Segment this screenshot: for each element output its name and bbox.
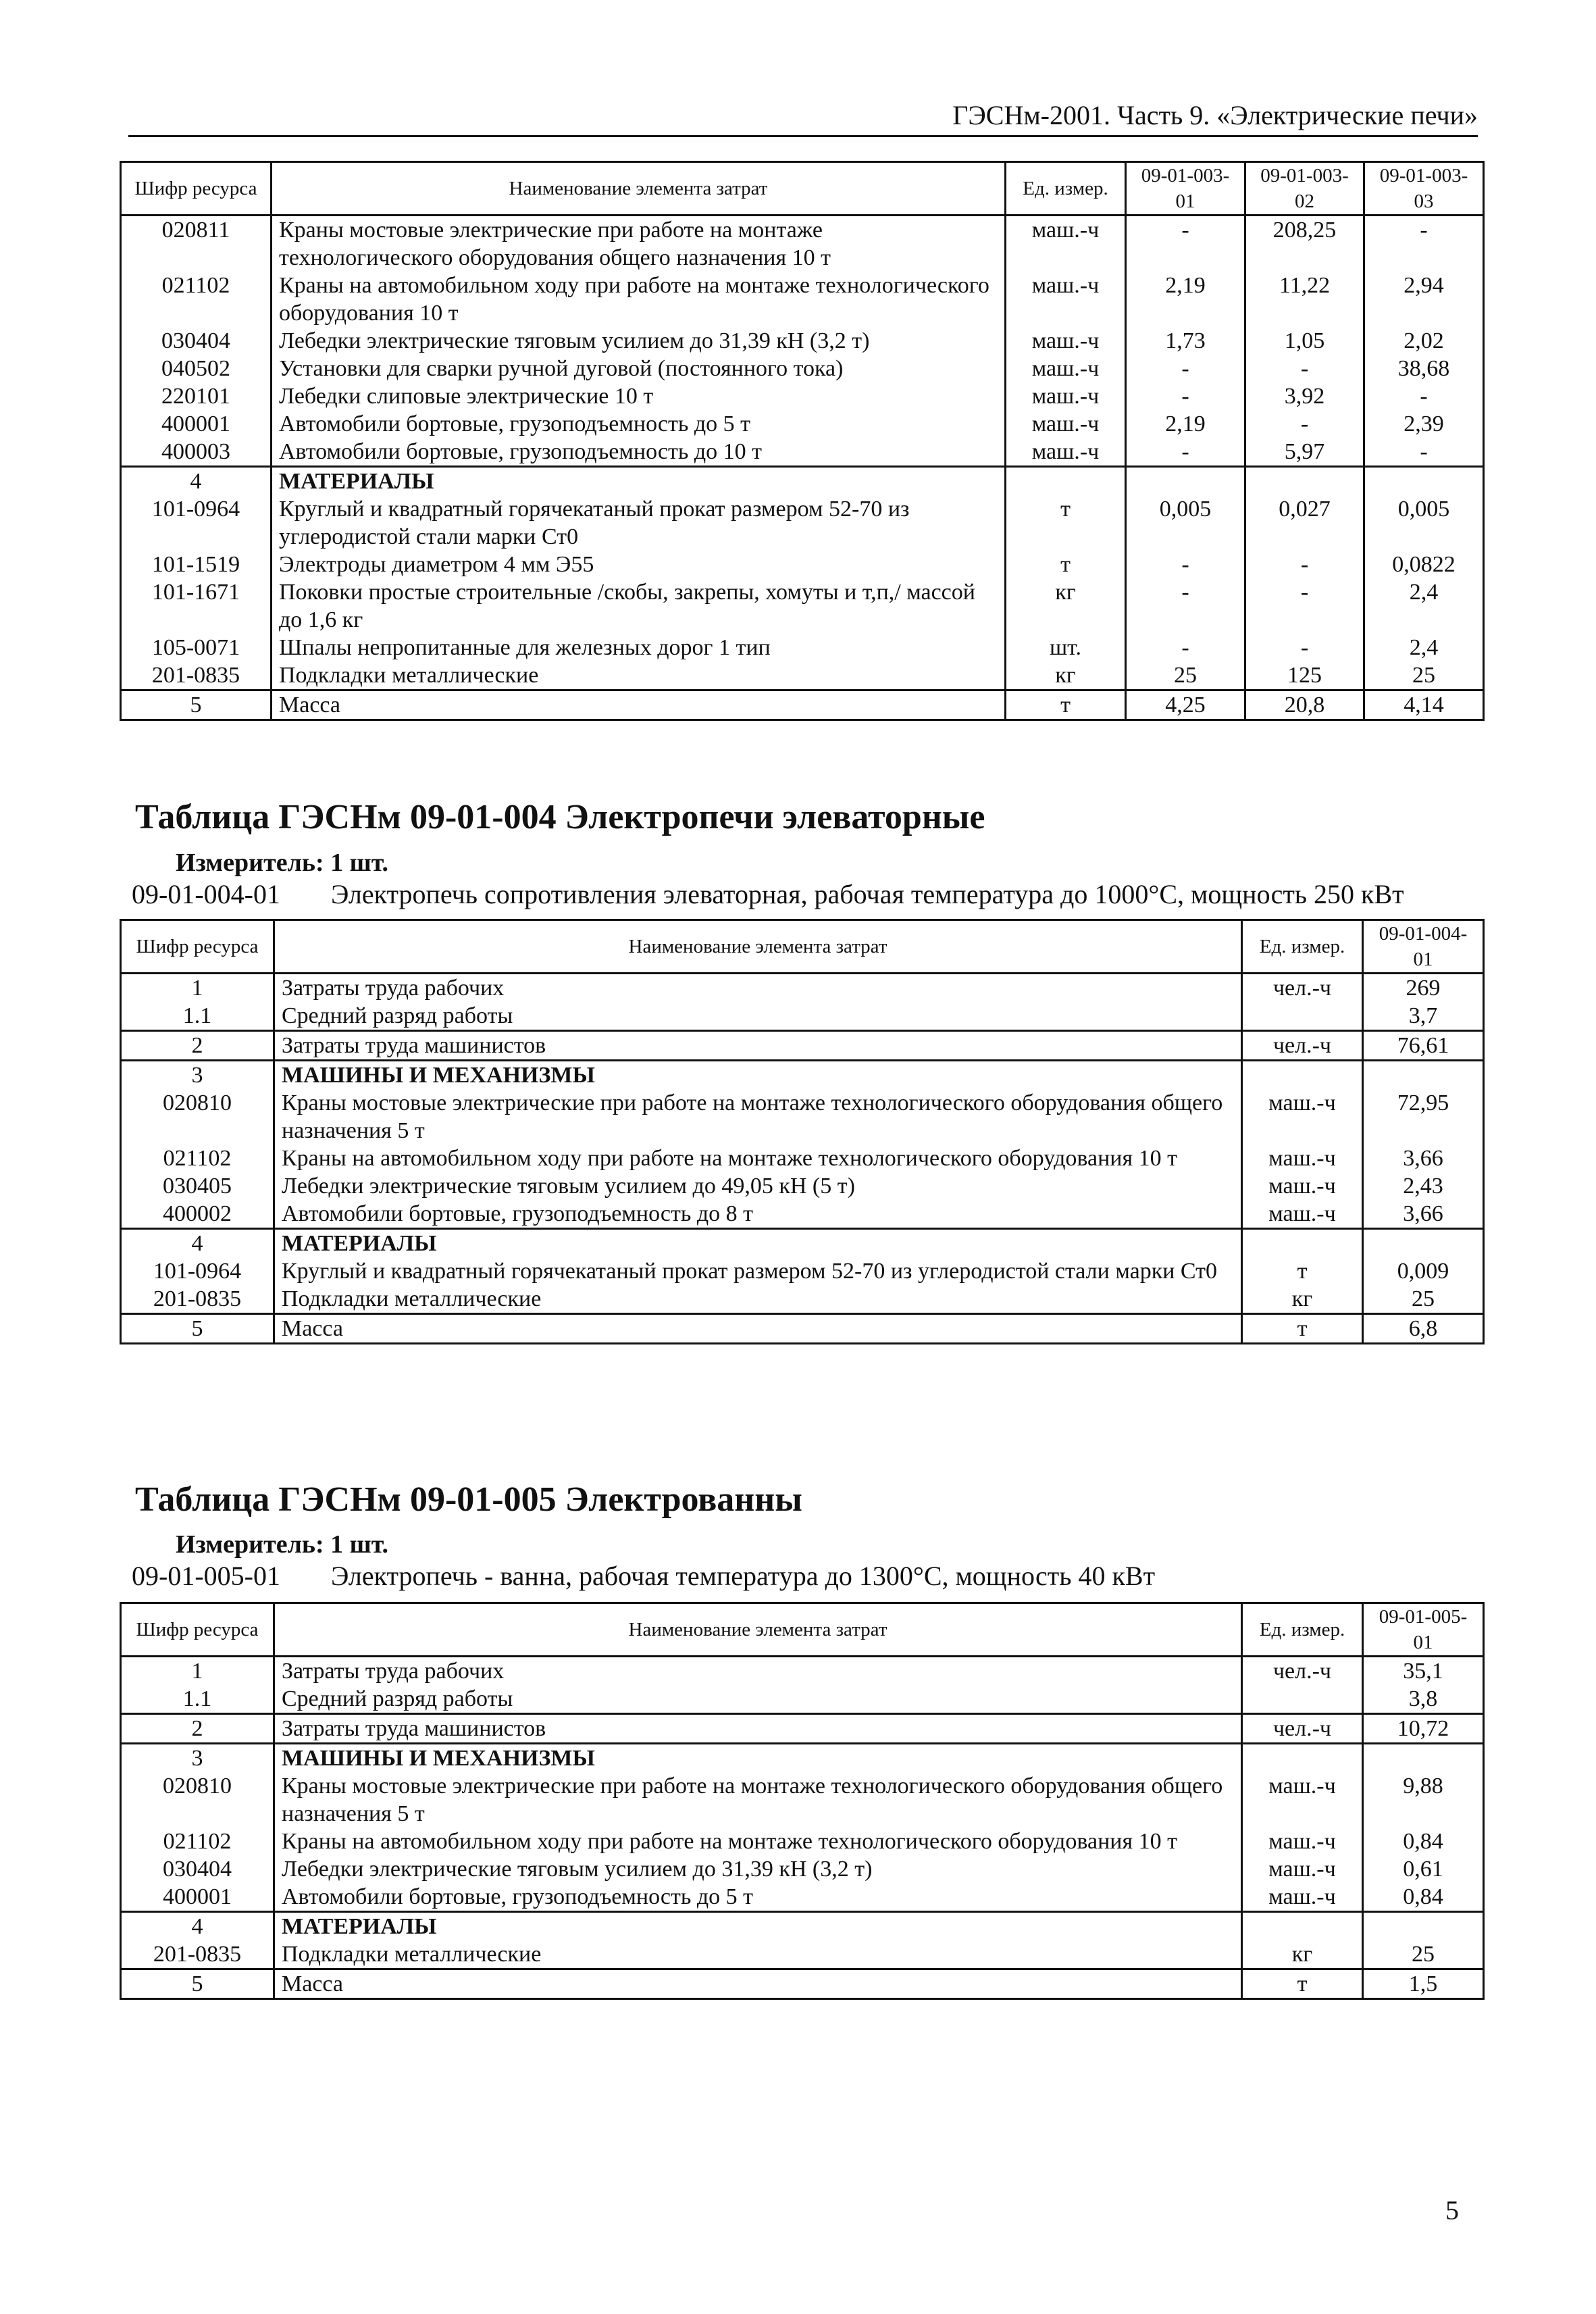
cell-name: Масса bbox=[272, 690, 1006, 720]
cell-unit bbox=[1242, 1685, 1363, 1714]
cell-value-1: - bbox=[1126, 382, 1245, 410]
cell-unit: т bbox=[1006, 495, 1126, 551]
cell-code: 400002 bbox=[121, 1200, 274, 1229]
cell-value-3: 2,39 bbox=[1364, 410, 1484, 438]
cell-code: 4 bbox=[121, 467, 272, 496]
cell-value-1: 0,84 bbox=[1363, 1883, 1484, 1912]
cell-name: Автомобили бортовые, грузоподъемность до 10 т bbox=[272, 438, 1006, 467]
header-name: Наименование элемента затрат bbox=[272, 162, 1006, 216]
cell-value-1 bbox=[1363, 1744, 1484, 1773]
cell-value-1: 76,61 bbox=[1363, 1031, 1484, 1061]
cell-value-1 bbox=[1363, 1912, 1484, 1941]
table-row bbox=[121, 661, 1484, 690]
table-row bbox=[121, 1940, 1484, 1969]
cell-code: 030404 bbox=[121, 327, 272, 355]
cell-name: Подкладки металлические bbox=[274, 1285, 1242, 1314]
cost-table-09-01-003 bbox=[120, 161, 1485, 721]
cell-name: Краны мостовые электрические при работе на монтаже технологического оборудования общего назначения 5 т bbox=[274, 1772, 1242, 1828]
cell-unit: маш.-ч bbox=[1006, 355, 1126, 382]
cell-name: Автомобили бортовые, грузоподъемность до 8 т bbox=[274, 1200, 1242, 1229]
cell-code: 201-0835 bbox=[121, 1285, 274, 1314]
table-row bbox=[121, 327, 1484, 355]
cell-value-3: 38,68 bbox=[1364, 355, 1484, 382]
cell-value-1: 1,5 bbox=[1363, 1969, 1484, 1999]
cell-value-2: 11,22 bbox=[1245, 272, 1364, 327]
cell-value-1 bbox=[1363, 1061, 1484, 1090]
cell-unit bbox=[1242, 1061, 1363, 1090]
cell-value-1: 25 bbox=[1363, 1940, 1484, 1969]
cell-name: МАШИНЫ И МЕХАНИЗМЫ bbox=[274, 1061, 1242, 1090]
cell-value-3: 2,94 bbox=[1364, 272, 1484, 327]
cell-value-1: 25 bbox=[1126, 661, 1245, 690]
table-row bbox=[121, 272, 1484, 327]
table-row bbox=[121, 1969, 1484, 1999]
cell-unit: маш.-ч bbox=[1242, 1828, 1363, 1855]
cell-name: Краны на автомобильном ходу при работе на монтаже технологического оборудования 10 т bbox=[274, 1828, 1242, 1855]
header-col-2: 09-01-003-02 bbox=[1245, 162, 1364, 216]
cell-value-2: - bbox=[1245, 634, 1364, 661]
cell-code: 201-0835 bbox=[121, 661, 272, 690]
cell-value-1: - bbox=[1126, 438, 1245, 467]
table-row bbox=[121, 1314, 1484, 1344]
cell-name: Затраты труда машинистов bbox=[274, 1714, 1242, 1744]
cell-value-1: 0,61 bbox=[1363, 1855, 1484, 1883]
running-head: ГЭСНм-2001. Часть 9. «Электрические печи» bbox=[128, 96, 1478, 137]
cell-value-3: - bbox=[1364, 216, 1484, 272]
header-col-1: 09-01-003-01 bbox=[1126, 162, 1245, 216]
cell-value-3: 25 bbox=[1364, 661, 1484, 690]
cell-unit bbox=[1242, 1912, 1363, 1941]
table-row bbox=[121, 578, 1484, 634]
cell-code: 2 bbox=[121, 1714, 274, 1744]
table-row bbox=[121, 1828, 1484, 1855]
unit-line-09-01-005: Измеритель: 1 шт. bbox=[176, 1530, 389, 1559]
cell-name: Лебедки электрические тяговым усилием до 31,39 кН (3,2 т) bbox=[274, 1855, 1242, 1883]
cell-value-3: - bbox=[1364, 382, 1484, 410]
table-row bbox=[121, 467, 1484, 496]
cell-code: 101-1519 bbox=[121, 551, 272, 578]
table-row bbox=[121, 551, 1484, 578]
cell-unit: маш.-ч bbox=[1242, 1200, 1363, 1229]
cell-value-1: - bbox=[1126, 634, 1245, 661]
cell-code: 400003 bbox=[121, 438, 272, 467]
cell-unit: чел.-ч bbox=[1242, 974, 1363, 1003]
page-number: 5 bbox=[1445, 2195, 1459, 2225]
cell-value-3 bbox=[1364, 467, 1484, 496]
table-row bbox=[121, 1912, 1484, 1941]
cell-unit: маш.-ч bbox=[1242, 1772, 1363, 1828]
cell-value-1: - bbox=[1126, 355, 1245, 382]
cell-value-3: 4,14 bbox=[1364, 690, 1484, 720]
cell-name: Автомобили бортовые, грузоподъемность до 5 т bbox=[274, 1883, 1242, 1912]
cell-name: Масса bbox=[274, 1969, 1242, 1999]
cell-value-1: 3,66 bbox=[1363, 1200, 1484, 1229]
cell-value-2: 0,027 bbox=[1245, 495, 1364, 551]
cell-value-2: 3,92 bbox=[1245, 382, 1364, 410]
cell-value-1: 35,1 bbox=[1363, 1657, 1484, 1686]
header-col-3: 09-01-003-03 bbox=[1364, 162, 1484, 216]
cell-unit: маш.-ч bbox=[1242, 1855, 1363, 1883]
cell-unit: маш.-ч bbox=[1006, 216, 1126, 272]
cell-unit: маш.-ч bbox=[1006, 410, 1126, 438]
table-row bbox=[121, 355, 1484, 382]
cell-name: Поковки простые строительные /скобы, закрепы, хомуты и т,п,/ массой до 1,6 кг bbox=[272, 578, 1006, 634]
header-unit: Ед. измер. bbox=[1242, 1603, 1363, 1657]
table-row bbox=[121, 1855, 1484, 1883]
table-row bbox=[121, 382, 1484, 410]
table-row bbox=[121, 438, 1484, 467]
cell-value-2: - bbox=[1245, 410, 1364, 438]
cell-name: Краны на автомобильном ходу при работе на монтаже технологического оборудования 10 т bbox=[272, 272, 1006, 327]
cell-value-3: - bbox=[1364, 438, 1484, 467]
cell-unit: чел.-ч bbox=[1242, 1657, 1363, 1686]
cell-unit: т bbox=[1242, 1314, 1363, 1344]
cell-name: МАТЕРИАЛЫ bbox=[274, 1912, 1242, 1941]
cell-unit: т bbox=[1242, 1257, 1363, 1285]
header-unit: Ед. измер. bbox=[1242, 920, 1363, 974]
cell-value-2: 208,25 bbox=[1245, 216, 1364, 272]
cell-name: Круглый и квадратный горячекатаный прокат размером 52-70 из углеродистой стали марки Ст0 bbox=[274, 1257, 1242, 1285]
cell-value-2: - bbox=[1245, 578, 1364, 634]
cell-unit bbox=[1242, 1744, 1363, 1773]
cell-name: Электроды диаметром 4 мм Э55 bbox=[272, 551, 1006, 578]
table-row bbox=[121, 495, 1484, 551]
header-col-1: 09-01-004-01 bbox=[1363, 920, 1484, 974]
table-row bbox=[121, 1172, 1484, 1200]
cell-value-2: - bbox=[1245, 551, 1364, 578]
cell-code: 3 bbox=[121, 1744, 274, 1773]
cell-code: 201-0835 bbox=[121, 1940, 274, 1969]
table-row bbox=[121, 1089, 1484, 1145]
header-col-1: 09-01-005-01 bbox=[1363, 1603, 1484, 1657]
cell-code: 021102 bbox=[121, 272, 272, 327]
cell-value-1: 3,7 bbox=[1363, 1002, 1484, 1031]
cell-unit: чел.-ч bbox=[1242, 1714, 1363, 1744]
table-row bbox=[121, 1061, 1484, 1090]
table-row bbox=[121, 1031, 1484, 1061]
cell-unit bbox=[1242, 1002, 1363, 1031]
cell-value-1: 72,95 bbox=[1363, 1089, 1484, 1145]
cell-name: МАТЕРИАЛЫ bbox=[274, 1229, 1242, 1258]
cell-code: 105-0071 bbox=[121, 634, 272, 661]
table-title-09-01-004: Таблица ГЭСНм 09-01-004 Электропечи элеваторные bbox=[135, 798, 985, 836]
header-code: Шифр ресурса bbox=[121, 162, 272, 216]
cell-code: 020810 bbox=[121, 1772, 274, 1828]
cell-code: 021102 bbox=[121, 1145, 274, 1172]
cell-name: Средний разряд работы bbox=[274, 1685, 1242, 1714]
header-name: Наименование элемента затрат bbox=[274, 920, 1242, 974]
table-row bbox=[121, 1657, 1484, 1686]
cell-value-1: 2,19 bbox=[1126, 272, 1245, 327]
unit-line-09-01-004: Измеритель: 1 шт. bbox=[176, 849, 389, 877]
table-row bbox=[121, 1883, 1484, 1912]
cell-code: 1 bbox=[121, 974, 274, 1003]
cell-code: 5 bbox=[121, 690, 272, 720]
cell-name: Лебедки электрические тяговым усилием до 49,05 кН (5 т) bbox=[274, 1172, 1242, 1200]
cell-name: Затраты труда рабочих bbox=[274, 1657, 1242, 1686]
table-row bbox=[121, 1145, 1484, 1172]
cell-value-1: 10,72 bbox=[1363, 1714, 1484, 1744]
cell-unit: т bbox=[1242, 1969, 1363, 1999]
cell-value-1: 2,19 bbox=[1126, 410, 1245, 438]
cell-code: 101-0964 bbox=[121, 1257, 274, 1285]
header-code: Шифр ресурса bbox=[121, 1603, 274, 1657]
table-row bbox=[121, 690, 1484, 720]
cell-unit: т bbox=[1006, 690, 1126, 720]
item-description: Электропечь - ванна, рабочая температура до 1300°С, мощность 40 кВт bbox=[331, 1561, 1156, 1591]
cell-code: 220101 bbox=[121, 382, 272, 410]
cell-value-2: 125 bbox=[1245, 661, 1364, 690]
cell-name: Краны мостовые электрические при работе на монтаже технологического оборудования общего назначения 5 т bbox=[274, 1089, 1242, 1145]
cell-unit: кг bbox=[1006, 578, 1126, 634]
cell-value-1: 2,43 bbox=[1363, 1172, 1484, 1200]
cell-value-1: 0,009 bbox=[1363, 1257, 1484, 1285]
cell-value-1: 0,005 bbox=[1126, 495, 1245, 551]
cell-unit bbox=[1006, 467, 1126, 496]
cell-code: 040502 bbox=[121, 355, 272, 382]
table-row bbox=[121, 216, 1484, 272]
header-name: Наименование элемента затрат bbox=[274, 1603, 1242, 1657]
cell-unit: маш.-ч bbox=[1006, 438, 1126, 467]
table-row bbox=[121, 634, 1484, 661]
item-line-09-01-005-01 bbox=[132, 1560, 1155, 1592]
cell-value-3: 2,4 bbox=[1364, 578, 1484, 634]
cell-unit: чел.-ч bbox=[1242, 1031, 1363, 1061]
cell-value-1: 6,8 bbox=[1363, 1314, 1484, 1344]
cell-unit: маш.-ч bbox=[1006, 272, 1126, 327]
table-row bbox=[121, 1229, 1484, 1258]
item-description: Электропечь сопротивления элеваторная, рабочая температура до 1000°С, мощность 250 кВт bbox=[331, 879, 1404, 909]
cost-table-09-01-005 bbox=[120, 1602, 1485, 2000]
table-header-row bbox=[121, 920, 1484, 974]
cell-code: 101-0964 bbox=[121, 495, 272, 551]
cell-name: Масса bbox=[274, 1314, 1242, 1344]
item-line-09-01-004-01 bbox=[132, 878, 1404, 910]
cell-code: 020810 bbox=[121, 1089, 274, 1145]
cell-name: Круглый и квадратный горячекатаный прокат размером 52-70 из углеродистой стали марки Ст0 bbox=[272, 495, 1006, 551]
cell-value-1: 4,25 bbox=[1126, 690, 1245, 720]
cell-unit: маш.-ч bbox=[1006, 327, 1126, 355]
table-row bbox=[121, 1002, 1484, 1031]
cell-name: Шпалы непропитанные для железных дорог 1 тип bbox=[272, 634, 1006, 661]
cell-value-3: 0,0822 bbox=[1364, 551, 1484, 578]
cell-unit: т bbox=[1006, 551, 1126, 578]
cell-unit: маш.-ч bbox=[1242, 1145, 1363, 1172]
cell-unit: шт. bbox=[1006, 634, 1126, 661]
cell-value-2: 20,8 bbox=[1245, 690, 1364, 720]
cell-code: 5 bbox=[121, 1314, 274, 1344]
cell-code: 400001 bbox=[121, 410, 272, 438]
cell-name: Затраты труда рабочих bbox=[274, 974, 1242, 1003]
header-code: Шифр ресурса bbox=[121, 920, 274, 974]
cell-name: Автомобили бортовые, грузоподъемность до 5 т bbox=[272, 410, 1006, 438]
cell-unit: маш.-ч bbox=[1242, 1172, 1363, 1200]
cell-value-2: 5,97 bbox=[1245, 438, 1364, 467]
table-row bbox=[121, 1744, 1484, 1773]
cell-value-1: 25 bbox=[1363, 1285, 1484, 1314]
cell-unit: маш.-ч bbox=[1006, 382, 1126, 410]
cell-value-3: 0,005 bbox=[1364, 495, 1484, 551]
cell-code: 1.1 bbox=[121, 1002, 274, 1031]
cell-code: 1.1 bbox=[121, 1685, 274, 1714]
cell-code: 4 bbox=[121, 1229, 274, 1258]
cell-name: МАТЕРИАЛЫ bbox=[272, 467, 1006, 496]
cell-code: 3 bbox=[121, 1061, 274, 1090]
cell-code: 400001 bbox=[121, 1883, 274, 1912]
cell-value-1: 269 bbox=[1363, 974, 1484, 1003]
table-title-09-01-005: Таблица ГЭСНм 09-01-005 Электрованны bbox=[135, 1480, 802, 1519]
cell-code: 030404 bbox=[121, 1855, 274, 1883]
cell-value-1: - bbox=[1126, 551, 1245, 578]
cell-code: 101-1671 bbox=[121, 578, 272, 634]
cell-name: Подкладки металлические bbox=[272, 661, 1006, 690]
cell-value-1: 1,73 bbox=[1126, 327, 1245, 355]
table-row bbox=[121, 1285, 1484, 1314]
cell-value-2: 1,05 bbox=[1245, 327, 1364, 355]
cell-code: 020811 bbox=[121, 216, 272, 272]
table-row bbox=[121, 410, 1484, 438]
table-row bbox=[121, 1257, 1484, 1285]
cell-value-3: 2,4 bbox=[1364, 634, 1484, 661]
cell-code: 2 bbox=[121, 1031, 274, 1061]
table-row bbox=[121, 1714, 1484, 1744]
cell-name: МАШИНЫ И МЕХАНИЗМЫ bbox=[274, 1744, 1242, 1773]
cell-code: 1 bbox=[121, 1657, 274, 1686]
cell-name: Лебедки слиповые электрические 10 т bbox=[272, 382, 1006, 410]
cell-name: Средний разряд работы bbox=[274, 1002, 1242, 1031]
cell-value-1: 0,84 bbox=[1363, 1828, 1484, 1855]
cell-value-1: 3,66 bbox=[1363, 1145, 1484, 1172]
table-row bbox=[121, 1685, 1484, 1714]
cell-name: Краны мостовые электрические при работе на монтаже технологического оборудования общего назначения 10 т bbox=[272, 216, 1006, 272]
header-unit: Ед. измер. bbox=[1006, 162, 1126, 216]
cost-table-09-01-004 bbox=[120, 919, 1485, 1344]
cell-value-3: 2,02 bbox=[1364, 327, 1484, 355]
cell-name: Установки для сварки ручной дуговой (постоянного тока) bbox=[272, 355, 1006, 382]
cell-value-1 bbox=[1126, 467, 1245, 496]
cell-name: Подкладки металлические bbox=[274, 1940, 1242, 1969]
cell-name: Лебедки электрические тяговым усилием до 31,39 кН (3,2 т) bbox=[272, 327, 1006, 355]
item-code: 09-01-004-01 bbox=[132, 879, 280, 909]
cell-code: 4 bbox=[121, 1912, 274, 1941]
table-row bbox=[121, 974, 1484, 1003]
cell-unit: кг bbox=[1242, 1940, 1363, 1969]
cell-unit: маш.-ч bbox=[1242, 1089, 1363, 1145]
cell-unit: кг bbox=[1006, 661, 1126, 690]
table-header-row bbox=[121, 162, 1484, 216]
item-code: 09-01-005-01 bbox=[132, 1561, 280, 1591]
cell-unit bbox=[1242, 1229, 1363, 1258]
table-header-row bbox=[121, 1603, 1484, 1657]
table-row bbox=[121, 1772, 1484, 1828]
cell-name: Краны на автомобильном ходу при работе на монтаже технологического оборудования 10 т bbox=[274, 1145, 1242, 1172]
cell-name: Затраты труда машинистов bbox=[274, 1031, 1242, 1061]
cell-value-2: - bbox=[1245, 355, 1364, 382]
cell-value-2 bbox=[1245, 467, 1364, 496]
cell-code: 021102 bbox=[121, 1828, 274, 1855]
cell-unit: маш.-ч bbox=[1242, 1883, 1363, 1912]
cell-value-1: - bbox=[1126, 216, 1245, 272]
table-row bbox=[121, 1200, 1484, 1229]
cell-value-1: - bbox=[1126, 578, 1245, 634]
cell-code: 030405 bbox=[121, 1172, 274, 1200]
cell-value-1: 9,88 bbox=[1363, 1772, 1484, 1828]
cell-value-1: 3,8 bbox=[1363, 1685, 1484, 1714]
cell-value-1 bbox=[1363, 1229, 1484, 1258]
cell-code: 5 bbox=[121, 1969, 274, 1999]
cell-unit: кг bbox=[1242, 1285, 1363, 1314]
